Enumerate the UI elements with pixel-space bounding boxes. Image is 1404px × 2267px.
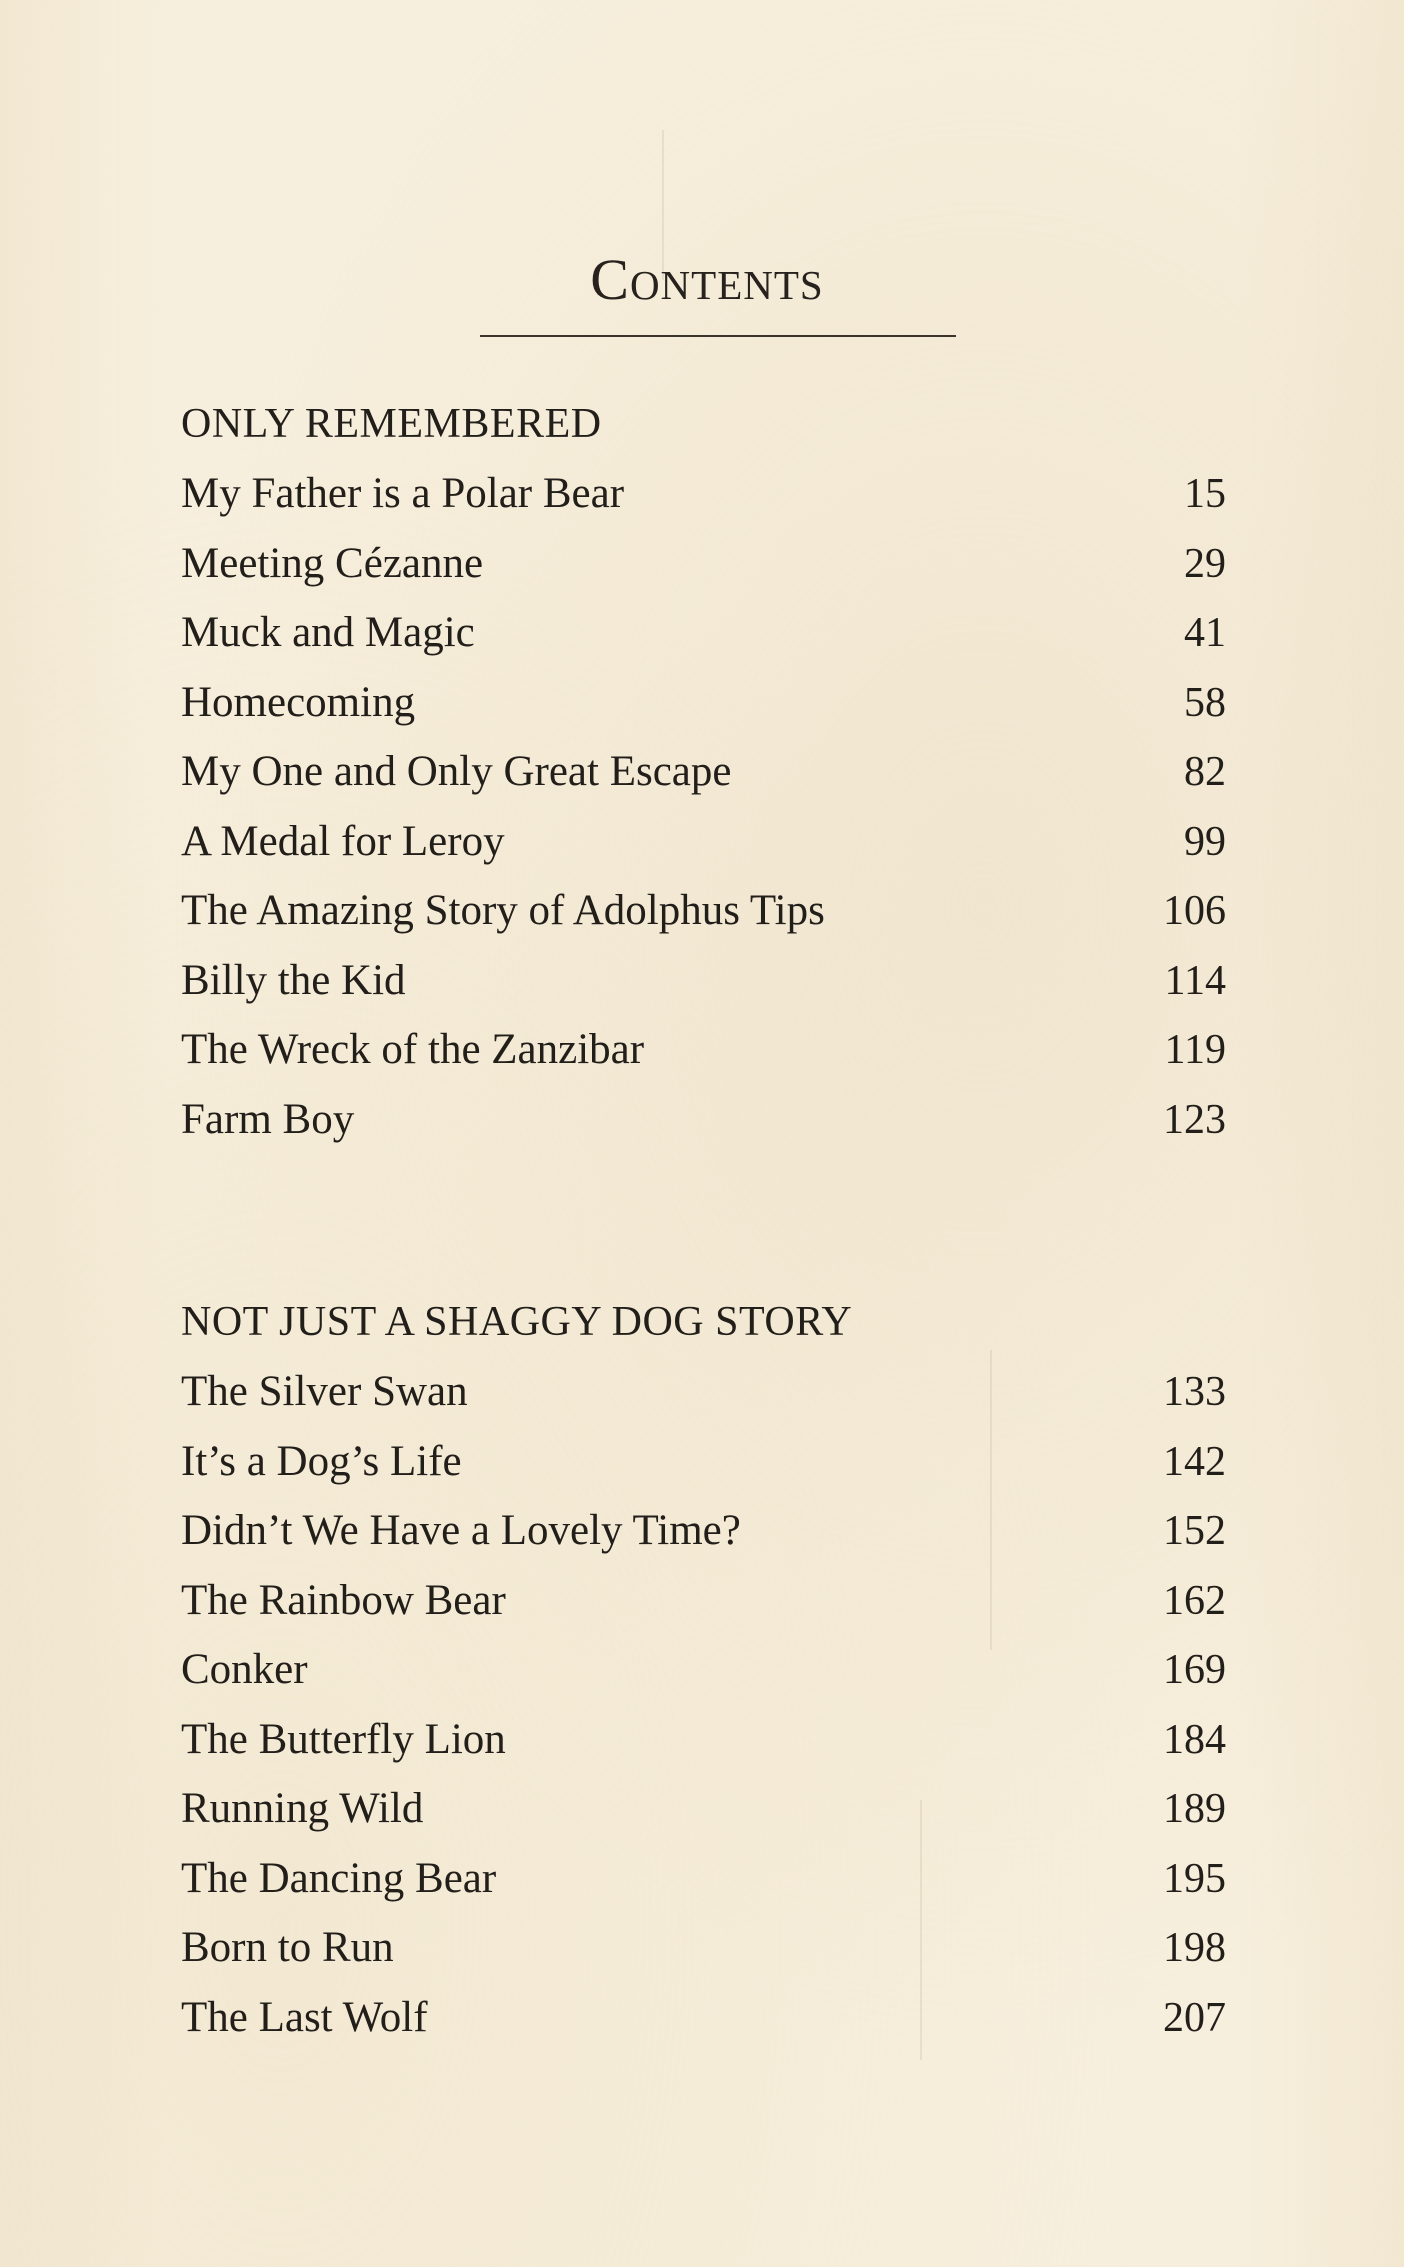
entry-page-number: 189 [1163, 1786, 1226, 1832]
entry-title: It’s a Dog’s Life [181, 1437, 462, 1485]
section-not-just-a-shaggy-dog-story [181, 1288, 1226, 2052]
entry-page-number: 119 [1164, 1027, 1226, 1073]
entry-page-number: 114 [1164, 957, 1226, 1004]
section-only-remembered [181, 390, 1226, 1154]
entry-page-number: 29 [1184, 540, 1226, 587]
entry-title: Farm Boy [181, 1095, 355, 1143]
toc-entry[interactable] [181, 1085, 1226, 1155]
entry-page-number: 82 [1184, 749, 1226, 795]
entry-title: The Silver Swan [181, 1368, 468, 1415]
entry-title: The Rainbow Bear [181, 1576, 506, 1624]
toc-entry[interactable] [181, 1357, 1226, 1427]
section-heading: NOT JUST A SHAGGY DOG STORY [181, 1299, 853, 1345]
toc-entry[interactable] [181, 876, 1226, 946]
toc-entry[interactable] [181, 737, 1226, 807]
entry-title: A Medal for Leroy [181, 817, 505, 865]
entry-page-number: 198 [1163, 1925, 1226, 1971]
toc-entry[interactable] [181, 807, 1226, 877]
entry-title: The Last Wolf [181, 1993, 428, 2041]
entry-title: Born to Run [181, 1924, 394, 1971]
toc-entry[interactable] [181, 598, 1226, 668]
entry-page-number: 207 [1163, 1994, 1226, 2041]
entry-page-number: 162 [1163, 1577, 1226, 1624]
toc-entry[interactable] [181, 1844, 1226, 1914]
toc-entry[interactable] [181, 1774, 1226, 1844]
entry-page-number: 195 [1163, 1855, 1226, 1902]
entry-title: Conker [181, 1646, 308, 1693]
entry-page-number: 99 [1184, 818, 1226, 865]
entry-page-number: 133 [1163, 1369, 1226, 1415]
entry-title: Meeting Cézanne [181, 539, 484, 587]
entry-page-number: 106 [1163, 888, 1226, 934]
entry-page-number: 15 [1184, 471, 1226, 517]
toc-entry[interactable] [181, 1427, 1226, 1497]
entry-title: Running Wild [181, 1785, 424, 1832]
entry-page-number: 142 [1163, 1438, 1226, 1485]
entry-title: Muck and Magic [181, 609, 475, 656]
entry-page-number: 41 [1184, 610, 1226, 656]
toc-entry[interactable] [181, 1913, 1226, 1983]
entry-title: The Butterfly Lion [181, 1715, 506, 1763]
title-rule [480, 335, 956, 337]
section-heading: ONLY REMEMBERED [181, 401, 602, 447]
entry-page-number: 58 [1184, 679, 1226, 726]
toc-entry[interactable] [181, 1635, 1226, 1705]
entry-title: The Dancing Bear [181, 1854, 497, 1902]
toc-entry[interactable] [181, 1705, 1226, 1775]
entry-title: The Amazing Story of Adolphus Tips [181, 887, 825, 934]
toc-entry[interactable] [181, 459, 1226, 529]
toc-entry[interactable] [181, 946, 1226, 1016]
toc-entry[interactable] [181, 1015, 1226, 1085]
page-title: Contents [590, 247, 824, 312]
entry-title: Billy the Kid [181, 956, 406, 1004]
entry-page-number: 152 [1163, 1508, 1226, 1554]
entry-title: Didn’t We Have a Lovely Time? [181, 1507, 741, 1554]
entry-title: The Wreck of the Zanzibar [181, 1026, 645, 1073]
toc-entry[interactable] [181, 529, 1226, 599]
entry-title: My Father is a Polar Bear [181, 470, 625, 517]
entry-title: Homecoming [181, 678, 416, 726]
entry-page-number: 184 [1163, 1716, 1226, 1763]
toc-entry[interactable] [181, 668, 1226, 738]
entry-title: My One and Only Great Escape [181, 748, 732, 795]
entry-page-number: 169 [1163, 1647, 1226, 1693]
toc-entry[interactable] [181, 1496, 1226, 1566]
entry-page-number: 123 [1163, 1096, 1226, 1143]
toc-entry[interactable] [181, 1566, 1226, 1636]
toc-entry[interactable] [181, 1983, 1226, 2053]
